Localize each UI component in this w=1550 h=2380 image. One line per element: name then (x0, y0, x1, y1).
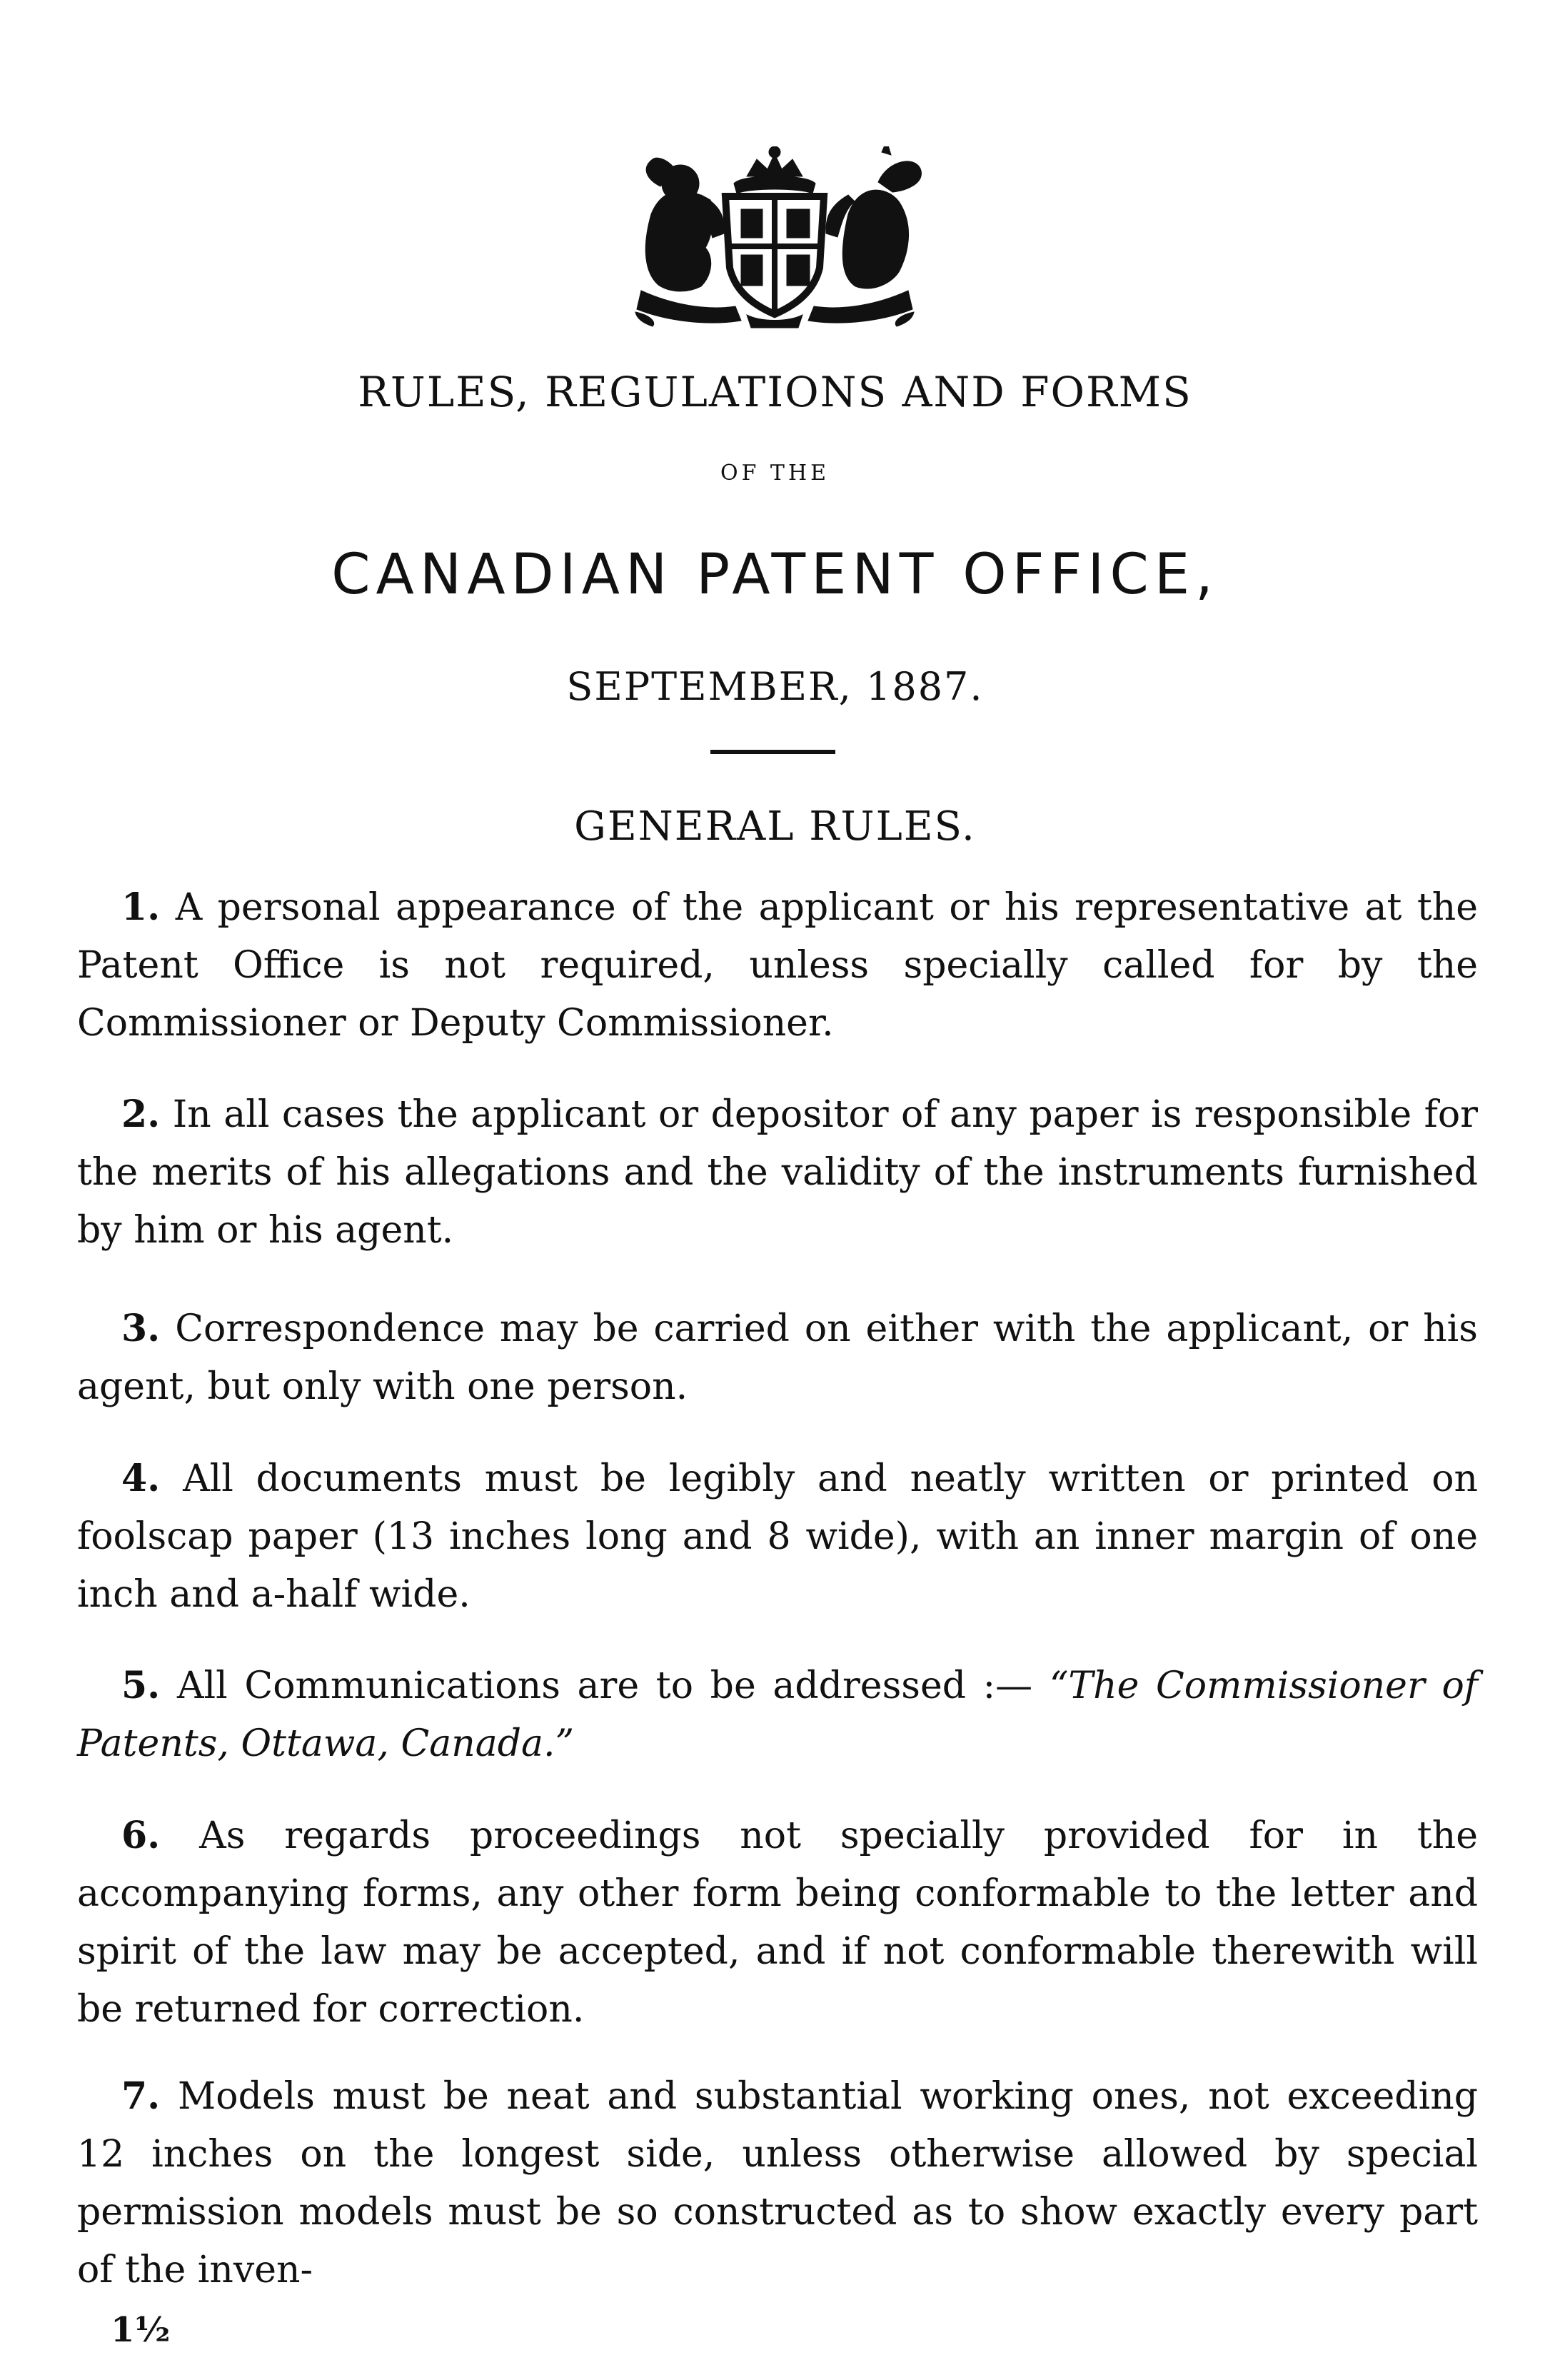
rule-text: Models must be neat and substantial working ones, not exceeding 12 inches on the longest side, unless otherwise allowed by special permission models must be so constructed as to show exactly every part of the inven- (77, 2075, 1478, 2291)
document-title: RULES, REGULATIONS AND FORMS (358, 368, 1192, 416)
rule-item (77, 1657, 1478, 1773)
rule-number: 6. (121, 1814, 161, 1857)
rule-number: 2. (121, 1093, 161, 1136)
rule-number: 4. (121, 1457, 161, 1500)
rule-item (77, 1085, 1478, 1260)
section-divider (710, 750, 835, 754)
rule-item (77, 878, 1478, 1053)
title-connector: OF THE (720, 461, 830, 486)
rule-item (77, 1450, 1478, 1624)
rule-text: All Communications are to be addressed :— (176, 1665, 1033, 1707)
royal-coat-of-arms-icon (621, 146, 928, 328)
rule-item (77, 1807, 1478, 2039)
rule-number: 1. (121, 885, 161, 929)
signature-mark: 1½ (111, 2310, 171, 2350)
rule-number: 3. (121, 1307, 161, 1350)
rule-item (77, 2067, 1478, 2299)
rule-number: 7. (121, 2074, 161, 2118)
rule-number: 5. (121, 1664, 161, 1707)
address-text: “The Commissioner of Patents, Ottawa, Canada.” (77, 1665, 1478, 1765)
publication-date: SEPTEMBER, 1887. (566, 664, 984, 709)
rule-item (77, 1300, 1478, 1416)
rule-text: In all cases the applicant or depositor of any paper is responsible for the merits of his allegations and the validity of the instruments furnished by him or his agent. (77, 1093, 1478, 1252)
section-heading: GENERAL RULES. (574, 803, 976, 850)
rule-text: All documents must be legibly and neatly written or printed on foolscap paper (13 inches long and 8 wide), with an inner margin of one inch and a-half wide. (77, 1457, 1479, 1616)
rule-text: As regards proceedings not specially provided for in the accompanying forms, any other form being conformable to the letter and spirit of the law may be accepted, and if not conformable therewith will be returned for correction. (77, 1814, 1478, 2031)
rule-text: A personal appearance of the applicant or his representative at the Patent Office is not required, unless specially called for by the Commissioner or Deputy Commissioner. (77, 886, 1478, 1045)
office-title: CANADIAN PATENT OFFICE, (331, 543, 1219, 607)
rule-text: Correspondence may be carried on either with the applicant, or his agent, but only with one person. (77, 1307, 1478, 1408)
